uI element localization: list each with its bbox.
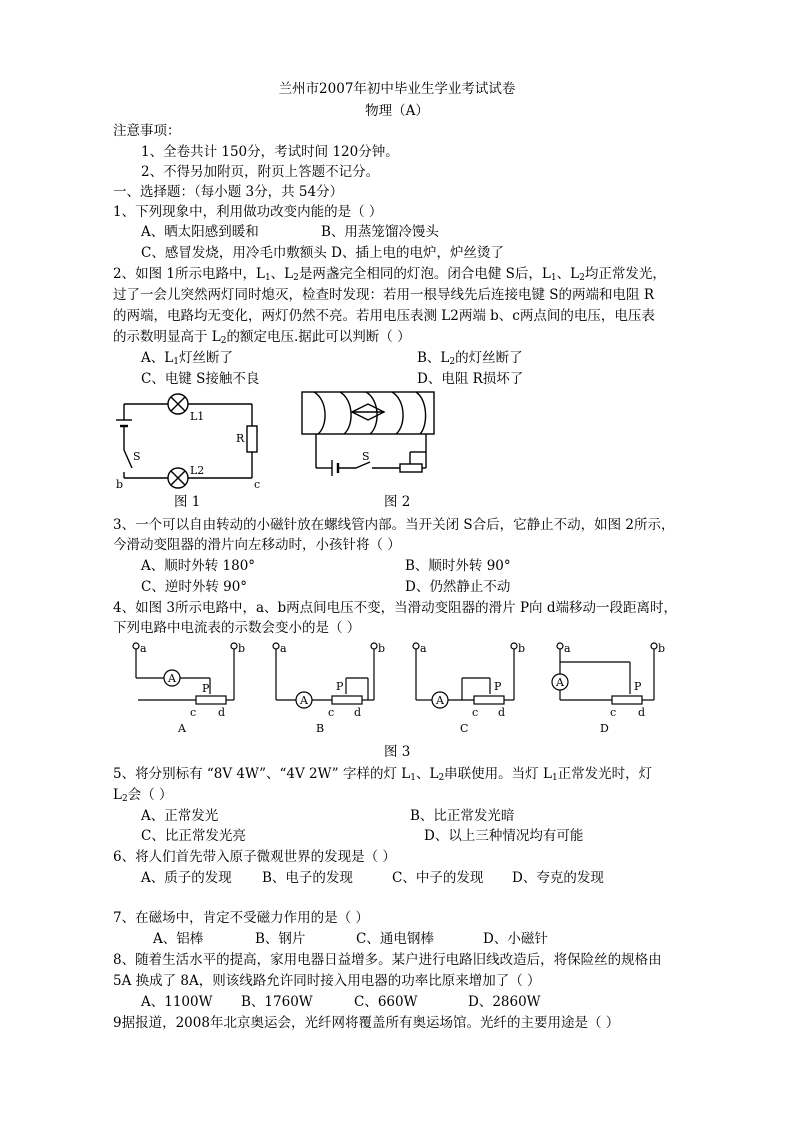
q8-option-d: D、2860W: [468, 994, 541, 1010]
q2-option-d: D、电阻 R损坏了: [417, 371, 524, 387]
q6-option-b: B、电子的发现: [262, 870, 353, 886]
q3-option-a: A、顺时外转 180°: [141, 558, 256, 574]
exam-title: 兰州市2007年初中毕业生学业考试试卷: [278, 81, 516, 97]
fig1-l2-label: L2: [190, 464, 205, 477]
fig3-panel-b: [270, 640, 390, 740]
q2-line-2: 过了一会儿突然两灯同时熄灭，检查时发现：若用一根导线先后连接电键 S的两端和电阻 R: [113, 287, 654, 303]
q2-option-c: C、电键 S接触不良: [141, 371, 260, 387]
q5-option-a: A、正常发光: [141, 808, 219, 824]
figure-2-caption: 图 2: [384, 494, 411, 510]
fig3-c-label-a: a: [420, 642, 427, 655]
fig3-b-label-p: P: [336, 680, 344, 693]
note-item-1: 1、全卷共计 150分，考试时间 120分钟。: [141, 144, 399, 160]
q2-line-1: 2、如图 1所示电路中，$L_1$、$L_2$是两盏完全相同的灯泡。闭合电健 S后，$L_1$、$L_2$均正常发光，: [113, 266, 666, 283]
fig3-b-label-c: c: [328, 706, 335, 719]
fig3-panel-a: [130, 640, 250, 740]
fig3-panel-c: [410, 640, 530, 740]
q7-option-b: B、钢片: [255, 931, 306, 947]
fig3-d-label-c: c: [610, 706, 617, 719]
fig3-b-meter: A: [300, 694, 308, 707]
q6-option-c: C、中子的发现: [392, 870, 484, 886]
fig3-c-caption: C: [460, 722, 469, 735]
q8-option-b: B、1760W: [241, 994, 313, 1010]
q5-option-c: C、比正常发光亮: [141, 828, 246, 844]
fig1-s-label: S: [133, 450, 141, 463]
fig3-d-label-p: P: [634, 680, 642, 693]
q6-option-d: D、夸克的发现: [512, 870, 604, 886]
figure-3-caption: 图 3: [384, 744, 411, 760]
q5-line-2: $L_2$会（ ）: [113, 787, 173, 804]
q1-option-a: A、晒太阳感到暖和: [141, 224, 259, 240]
notes-heading: 注意事项：: [113, 123, 181, 139]
q3-line-1: 3、一个可以自由转动的小磁针放在螺线管内部。当开关闭 S合后，它静止不动，如图 2所示，: [113, 517, 675, 533]
q2-option-b: B、$L_2$的灯丝断了: [417, 350, 523, 367]
q2-line-4: 的示数明显高于 $L_2$的额定电压.据此可以判断（ ）: [113, 329, 411, 346]
q3-option-c: C、逆时外转 90°: [141, 579, 248, 595]
q2-line-3: 的两端，电路均无变化，两灯仍然不亮。若用电压表测 L2两端 b、c两点间的电压，电压表: [113, 308, 655, 324]
fig1-r-label: R: [236, 432, 245, 445]
q5-line-1: 5、将分别标有 “8V 4W”、“4V 2W” 字样的灯 $L_1$、$L_2$串联使用。当灯 $L_1$正常发光时，灯: [113, 766, 653, 783]
fig3-c-label-c: c: [472, 706, 479, 719]
fig3-d-caption: D: [600, 722, 609, 735]
q1-option-cd: C、感冒发烧，用冷毛巾敷额头 D、插上电的电炉，炉丝烫了: [141, 245, 504, 261]
fig3-c-label-d: d: [498, 706, 506, 719]
q3-option-d: D、仍然静止不动: [405, 579, 511, 595]
q6-option-a: A、质子的发现: [141, 870, 232, 886]
q8-option-a: A、1100W: [141, 994, 213, 1010]
q7-option-a: A、铝棒: [153, 931, 204, 947]
q3-option-b: B、顺时外转 90°: [405, 558, 511, 574]
fig3-c-label-b: b: [518, 642, 526, 655]
q8-option-c: C、660W: [354, 994, 418, 1010]
q4-line-1: 4、如图 3所示电路中，a、b两点间电压不变，当滑动变阻器的滑片 P向 d端移动一段距离时，: [113, 600, 677, 616]
q1-option-b: B、用蒸笼馏冷馒头: [321, 224, 439, 240]
fig3-a-label-c: c: [190, 706, 197, 719]
q4-line-2: 下列电路中电流表的示数会变小的是（ ）: [113, 620, 361, 636]
fig3-d-label-a: a: [564, 642, 571, 655]
fig3-b-caption: B: [316, 722, 325, 735]
fig3-a-label-d: d: [218, 706, 226, 719]
exam-subtitle: 物理（A）: [365, 103, 429, 119]
fig2-s-label: S: [362, 450, 370, 463]
fig3-d-meter: A: [556, 676, 564, 689]
fig3-b-label-b: b: [378, 642, 386, 655]
q6-stem: 6、将人们首先带入原子微观世界的发现是（ ）: [113, 849, 396, 865]
q7-stem: 7、在磁场中，肯定不受磁力作用的是（ ）: [113, 910, 369, 926]
figure-1-caption: 图 1: [174, 494, 201, 510]
fig1-c-label: c: [254, 478, 261, 491]
fig3-b-label-a: a: [280, 642, 287, 655]
figure-2-solenoid: [300, 390, 440, 485]
fig3-d-label-d: d: [638, 706, 646, 719]
fig3-c-meter: A: [436, 694, 444, 707]
fig3-b-label-d: d: [354, 706, 362, 719]
q2-option-a: A、$L_1$灯丝断了: [141, 350, 233, 367]
q5-option-b: B、比正常发光暗: [410, 808, 515, 824]
fig3-c-label-p: P: [494, 680, 502, 693]
fig3-a-label-p: P: [202, 682, 210, 695]
q5-option-d: D、以上三种情况均有可能: [424, 828, 584, 844]
q9-stem: 9据报道，2008年北京奥运会，光纤网将覆盖所有奥运场馆。光纤的主要用途是（ ）: [113, 1015, 620, 1031]
q7-option-c: C、通电钢棒: [356, 931, 434, 947]
fig3-a-label-b: b: [238, 642, 246, 655]
fig3-panel-d: [550, 640, 670, 740]
q7-option-d: D、小磁针: [483, 931, 548, 947]
note-item-2: 2、不得另加附页，附页上答题不记分。: [141, 164, 380, 180]
fig3-a-label-a: a: [140, 642, 147, 655]
fig3-d-label-b: b: [658, 642, 666, 655]
q1-stem: 1、下列现象中，利用做功改变内能的是（ ）: [113, 204, 383, 220]
fig1-b-label: b: [116, 478, 124, 491]
fig3-a-caption: A: [178, 722, 186, 735]
q3-line-2: 今滑动变阻器的滑片向左移动时，小孩针将（ ）: [113, 537, 401, 553]
fig1-l1-label: L1: [190, 410, 205, 423]
section-heading: 一、选择题：（每小题 3分，共 54分）: [113, 184, 344, 200]
fig3-a-meter: A: [168, 672, 176, 685]
q8-line-2: 5A 换成了 8A，则该线路允许同时接入用电器的功率比原来增加了（ ）: [113, 973, 541, 989]
figure-1-circuit: [112, 390, 272, 490]
q8-line-1: 8、随着生活水平的提高，家用电器日益增多。某户进行电路旧线改造后，将保险丝的规格由: [113, 952, 662, 968]
